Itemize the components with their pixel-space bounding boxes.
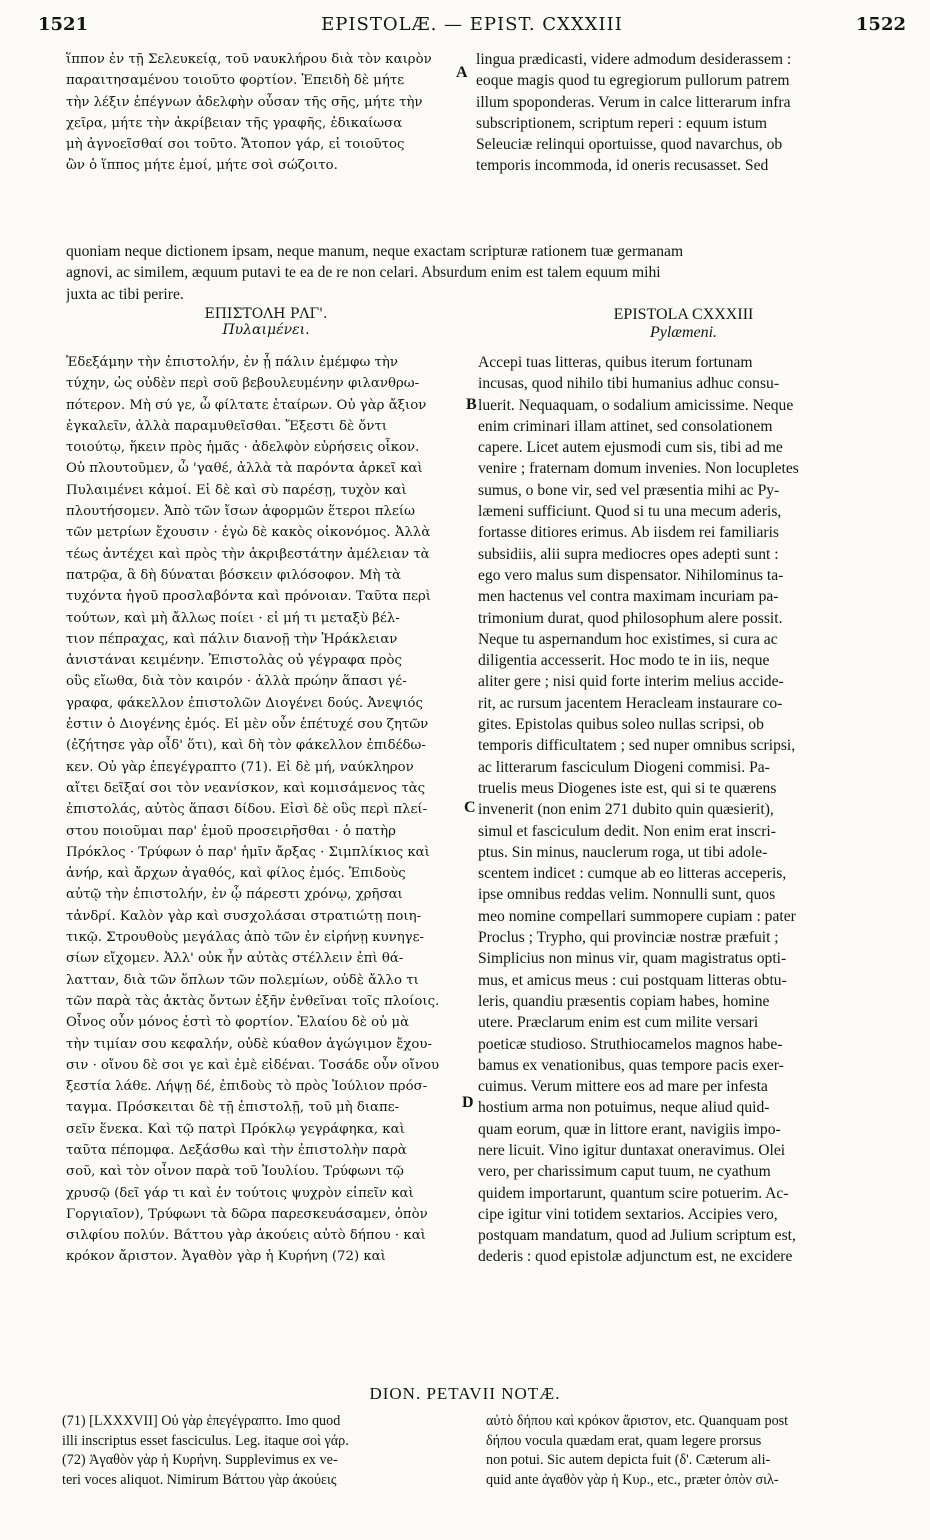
text-line: rit, ac rursum jacentem Heracleam instaurare co- — [478, 694, 783, 712]
greek-title-main: ΕΠΙΣΤΟΛΗ ΡΛΓ'. — [204, 306, 328, 322]
text-line: (ἐζήτησε γὰρ οἶδ' ὅτι), καὶ δὴ τὸν φάκελλον ἐπιδέδω- — [66, 738, 426, 754]
greek-column-main — [66, 352, 468, 1268]
text-line: ταῦτα πέπομφα. Δεξάσθω καὶ τὴν ἐπιστολὴν παρὰ — [66, 1142, 407, 1158]
text-line: τέως ἀντέχει καὶ πρὸς τὴν ἀκριβεστάτην ἀμέλειαν τὰ — [66, 546, 430, 562]
text-line: ptus. Sin minus, nauclerum roga, ut tibi adole- — [478, 843, 768, 861]
text-line: aliter gere ; nisi quid forte interim melius accide- — [478, 673, 784, 691]
text-line: τῶν μετρίων ἔχουσιν · ἐγὼ δὲ κακὸς οἰκονόμος. Ἀλλὰ — [66, 525, 431, 541]
text-line: τιον πέπραχας, καὶ πάλιν διανοῇ τὴν Ἡράκλειαν — [66, 631, 398, 647]
text-line: mus, et amicus meus : cui postquam litteras obtu- — [478, 971, 787, 989]
text-line: ipse omnibus reddas velim. Nonnulli sunt, quos — [478, 886, 776, 904]
text-line: Οὐ πλουτοῦμεν, ὦ 'γαθέ, ἀλλὰ τὰ παρόντα ἀρκεῖ καὶ — [66, 461, 423, 477]
text-line: meo nomine compellari summopere cupiam : pater — [478, 907, 796, 925]
text-line: scentem indicet : cumque ab eo litteras acceperis, — [478, 865, 787, 883]
text-line: leris, quandiu præsentis copiam habes, homine — [478, 992, 770, 1010]
text-line: bamus ex venationibus, quas tempore pacis exer- — [478, 1056, 784, 1074]
text-line: diligentia accesserit. Hoc modo te in iis, neque — [478, 652, 770, 670]
text-line: ἐγκαλεῖν, ἀλλὰ παραμυθεῖσθαι. Ἔξεστι δὲ ὄντι — [66, 418, 388, 434]
text-line: τὴν τιμίαν σου κεφαλήν, οὐδὲ κύαθον ἀγώγιμον ἔχου- — [66, 1036, 432, 1052]
latin-column-main — [478, 352, 891, 1268]
text-line: juxta ac tibi perire. — [66, 285, 184, 303]
text-line: quoniam neque dictionem ipsam, neque manum, neque exactam scripturæ rationem tuæ germanam — [66, 243, 684, 260]
page-number-left: 1521 — [38, 14, 89, 35]
latin-title-main: EPISTOLA CXXXIII — [613, 306, 754, 323]
text-line: οὓς εἴωθα, διὰ τὸν καιρόν · ἀλλὰ πρώην ἅπασι γέ- — [66, 674, 407, 690]
text-line: κεν. Οὐ γὰρ ἐπεγέγραπτο (71). Εἰ δὲ μή, ναύκληρον — [66, 759, 414, 775]
text-line: κρόκον ἄριστον. Ἀγαθὸν γὰρ ἡ Κυρήνη (72) καὶ — [66, 1249, 386, 1265]
text-line: fortasse ditiores erimus. Ab iisdem rei familiaris — [478, 524, 779, 542]
text-line: ξεστία λάθε. Λήψῃ δέ, ἐπιδοὺς τὸ πρὸς Ἰούλιον πρόσ- — [66, 1079, 428, 1095]
text-line: (71) [LXXXVII] Οὐ γὰρ ἐπεγέγραπτο. Imo quod — [62, 1413, 341, 1429]
latin-title-addressee: Pylæmeni. — [649, 324, 718, 341]
text-line: eoque magis quod tu egregiorum pullorum patrem — [476, 72, 790, 90]
text-line: Ἐδεξάμην τὴν ἐπιστολήν, ἐν ᾗ πάλιν ἐμέμφω τὴν — [66, 355, 398, 370]
text-line: lingua prædicasti, videre admodum desiderassem : — [476, 51, 792, 68]
text-line: σιν · οἴνου δὲ σοι γε καὶ ἐμὲ εἰδέναι. Τοσάδε οὖν οἴνου — [66, 1057, 440, 1073]
text-line: non potui. Sic autem depicta fuit (δ'. Cæterum ali- — [486, 1452, 771, 1469]
text-line: invenerit (non enim 271 dubito quin quæsierit), — [478, 801, 774, 819]
text-line: τυχόντα ἡγοῦ προσλαβόντα καὶ πρόνοιαν. Ταῦτα περὶ — [66, 589, 432, 605]
greek-column-top — [66, 49, 468, 177]
text-line: truelis meus Diogenes iste est, qui si te quærens — [478, 779, 777, 797]
section-marker-b: B — [466, 396, 477, 413]
text-line: sumus, o bone vir, sed vel præsentia mihi ac Py- — [478, 481, 780, 499]
text-line: τοιούτῳ, ἥκειν πρὸς ἡμᾶς · ἀδελφὸν εὑρήσεις οἶκον. — [66, 440, 420, 456]
text-line: ἐστιν ὁ Διογένης ἐμός. Εἰ μὲν οὖν ἐπέτυχέ σου ζητῶν — [66, 717, 429, 733]
text-line: ἀνήρ, καὶ ἄρχων ἀγαθός, καὶ φίλος ἐμός. Ἐπιδοὺς — [66, 866, 406, 882]
notes-left-column — [62, 1412, 474, 1490]
text-line: agnovi, ac similem, æquum putavi te ea de re non celari. Absurdum enim est talem equum mihi — [66, 264, 661, 282]
text-line: vero, per charissimum caput tuum, ne cyathum — [478, 1163, 771, 1181]
text-line: χρυσῷ (δεῖ γάρ τι καὶ ἐν τούτοις ψυχρὸν εἰπεῖν καὶ — [66, 1185, 414, 1201]
text-line: postquam mandatum, quod ad Julium scriptum est, — [478, 1227, 796, 1245]
text-line: τὴν λέξιν ἐπέγνων ἀδελφὴν οὖσαν τῆς σῆς, μήτε τὴν — [66, 94, 423, 110]
page-number-right: 1522 — [855, 14, 906, 35]
text-line: quid ante ἀγαθὸν γὰρ ἡ Κυρ., etc., præter ὀπὸν σιλ- — [486, 1471, 779, 1488]
text-line: (72) Ἀγαθὸν γὰρ ἡ Κυρήνη. Supplevimus ex ve- — [62, 1452, 338, 1469]
text-line: ἵππον ἐν τῇ Σελευκείᾳ, τοῦ ναυκλήρου διὰ τὸν καιρὸν — [66, 52, 432, 67]
text-line: men hactenus vel contra maximam incuriam pa- — [478, 588, 779, 606]
text-line: hostium arma non potuimus, neque aliud quid- — [478, 1099, 770, 1117]
text-line: venire ; fraternam domum invenies. Non locupletes — [478, 460, 799, 478]
text-line: cuimus. Verum mittere eos ad mare per infesta — [478, 1078, 768, 1096]
text-line: τῶν παρὰ τὰς ἀκτὰς ὄντων ἐξῆν ἐνθεῖναι τοῖς πλοίοις. — [66, 993, 440, 1009]
text-line: παραιτησαμένου τοιοῦτο φορτίον. Ἐπειδὴ δὲ μήτε — [66, 73, 405, 89]
text-line: ἐπιστολάς, αὐτὸς ἅπασι δίδου. Εἰσὶ δὲ οὓς περὶ πλεί- — [66, 802, 428, 818]
text-line: ac litterarum fasciculum Diogeni commisi. Pa- — [478, 758, 770, 776]
text-line: αὐτὸ δήπου καὶ κρόκον ἄριστον, etc. Quanquam post — [486, 1413, 789, 1429]
text-line: subsidiis, alii supra mediocres opes adepti sunt : — [478, 545, 779, 563]
text-line: πότερον. Μὴ σύ γε, ὦ φίλτατε ἑταίρων. Οὐ γὰρ ἄξιον — [66, 397, 427, 413]
text-line: ἀνιστάναι κειμένην. Ἐπιστολὰς οὐ γέγραφα πρὸς — [66, 653, 402, 669]
text-line: ὢν ὁ ἵππος μήτε ἐμοί, μήτε σοὶ σώζοιτο. — [66, 158, 338, 174]
text-line: utere. Præclarum enim est cum milite versari — [478, 1014, 759, 1032]
text-line: ταγμα. Πρόσκειται δὲ τῇ ἐπιστολῇ, τοῦ μὴ διαπε- — [66, 1100, 400, 1116]
notes-right-column — [486, 1412, 896, 1490]
text-line: Proclus ; Trypho, qui provinciæ nostræ præfuit ; — [478, 929, 779, 947]
text-line: dederis : quod epistolæ adjunctum est, ne excidere — [478, 1248, 793, 1266]
text-line: poeticæ studioso. Struthiocamelos magnos habe- — [478, 1035, 783, 1053]
text-line: temporis difficultatem ; sed nuper omnibus scripsi, — [478, 737, 796, 755]
text-line: quam eorum, quæ in littore erant, navigiis impo- — [478, 1120, 781, 1138]
latin-column-top — [476, 49, 891, 177]
text-line: temporis incommoda, id oneris recusasset. Sed — [476, 157, 769, 175]
text-line: enim criminari illam attinet, sed consolationem — [478, 417, 773, 435]
text-line: τούτων, καὶ μὴ ἄλλως ποίει · εἰ μή τι μεταξὺ βέλ- — [66, 610, 400, 626]
section-marker-c: C — [464, 799, 476, 816]
text-line: simul et fasciculum dedit. Non enim erat inscri- — [478, 822, 776, 840]
text-line: αὐτῷ τὴν ἐπιστολήν, ἐν ᾧ πάρεστι χρόνῳ, χρῆσαι — [66, 887, 403, 903]
text-line: σίων εἴχομεν. Ἀλλ' οὐκ ἦν αὐτὰς στέλλειν ἐπὶ θά- — [66, 951, 404, 967]
greek-letter-title — [66, 306, 466, 338]
text-line: χεῖρα, μήτε τὴν ἀκρίβειαν τῆς γραφῆς, ἐδικαίωσα — [66, 115, 403, 131]
text-line: teri voces aliquot. Nimirum Βάττου γὰρ ἀκούεις — [62, 1471, 337, 1488]
text-line: σεῖν ἕνεκα. Καὶ τῷ πατρὶ Πρόκλῳ γεγράφηκα, καὶ — [66, 1121, 405, 1137]
latin-letter-title — [476, 306, 891, 342]
text-line: illum spoponderas. Verum in calce litterarum infra — [476, 93, 791, 111]
page-header — [38, 14, 906, 40]
text-line: Simplicius non minus vir, quam magistratus opti- — [478, 950, 787, 968]
text-line: gites. Epistolas quibus soleo nullas scripsi, ob — [478, 716, 764, 734]
text-line: capere. Licet autem ejusmodi cum sis, tibi ad me — [478, 439, 783, 457]
text-line: ego vero malus sum dispensator. Nihilominus ta- — [478, 566, 784, 584]
text-line: Neque tu aspernandum hoc existimes, si cura ac — [478, 630, 778, 648]
text-line: δήπου vocula quædam erat, quam legere prorsus — [486, 1432, 762, 1449]
greek-title-addressee: Πυλαιμένει. — [222, 322, 310, 338]
text-line: Οἶνος οὖν μόνος ἐστὶ τὸ φορτίον. Ἐλαίου δὲ οὐ μὰ — [66, 1015, 410, 1031]
text-line: τικῷ. Στρουθοὺς μεγάλας ἀπὸ τῶν ἐν εἰρήνῃ κυνηγε- — [66, 930, 424, 946]
text-line: σοῦ, καὶ τὸν οἶνον παρὰ τοῦ Ἰουλίου. Τρύφωνι τῷ — [66, 1164, 404, 1180]
text-line: τύχην, ὡς οὐδὲν περὶ σοῦ βεβουλευμένην φιλανθρω- — [66, 376, 420, 392]
text-line: illi inscriptus esset fasciculus. Leg. itaque σοὶ γάρ. — [62, 1432, 349, 1449]
text-line: cipe igitur vini totidem sextarios. Accipies vero, — [478, 1205, 778, 1223]
text-line: subscriptionem, scriptum reperi : equum istum — [476, 114, 768, 132]
section-marker-a: A — [456, 64, 468, 81]
text-line: Πυλαιμένει κἀμοί. Εἰ δὲ καὶ σὺ παρέσῃ, τυχὸν καὶ — [66, 482, 407, 498]
latin-full-width-text — [66, 241, 896, 305]
running-title: EPISTOLÆ. — EPIST. CXXXIII — [321, 14, 623, 35]
text-line: nere licuit. Vino igitur duntaxat oneravimus. Olei — [478, 1141, 786, 1159]
text-line: αἴτει δεῖξαί σοι τὸν νεανίσκον, καὶ κομισάμενος τὰς — [66, 780, 426, 796]
text-line: τἀνδρί. Καλὸν γὰρ καὶ συσχολάσαι στρατιώτῃ ποιη- — [66, 908, 422, 924]
text-line: μὴ ἀγνοεῖσθαί σοι τοῦτο. Ἄτοπον γάρ, εἰ τοιοῦτος — [66, 137, 405, 153]
text-line: Γοργιαῖον), Τρύφωνι τὰ δῶρα παρεσκευάσαμεν, ὀπὸν — [66, 1206, 428, 1222]
text-line: Accepi tuas litteras, quibus iterum fortunam — [478, 354, 753, 371]
text-line: incusas, quod nihilo tibi humanius adhuc consu- — [478, 375, 780, 393]
text-line: quidem importarunt, quantum scire potuerim. Ac- — [478, 1184, 789, 1202]
section-marker-d: D — [462, 1094, 474, 1111]
text-line: luerit. Nequaquam, o sodalium amicissime. Neque — [478, 396, 794, 414]
text-line: στου ποιοῦμαι παρ' ἐμοῦ προσειρῆσθαι · ὁ πατὴρ — [66, 823, 396, 839]
text-line: λατταν, διὰ τῶν ὅπλων τῶν πολεμίων, οὐδὲ ἄλλο τι — [66, 972, 419, 988]
text-line: Πρόκλος · Τρύφων ὁ παρ' ἡμῖν ἄρξας · Σιμπλίκιος καὶ — [66, 844, 430, 860]
text-line: σιλφίου πολύν. Βάττου γὰρ ἀκούεις αὐτὸ δήπου · καὶ — [66, 1228, 426, 1244]
text-line: Seleuciæ relinqui oportuisse, quod navarchus, ob — [476, 136, 783, 154]
text-line: γραφα, φάκελλον ἐπιστολῶν Διογένει δούς. Ἀνεψιός — [66, 695, 423, 711]
text-line: læmeni sufficiunt. Quod si tu una mecum aderis, — [478, 503, 782, 521]
text-line: trimonium durat, quod philosophum alere possit. — [478, 609, 783, 627]
text-line: πατρῷα, ἃ δὴ δύναται βόσκειν φιλόσοφον. Μὴ τὰ — [66, 567, 402, 583]
notes-heading: DION. PETAVII NOTÆ. — [369, 1384, 561, 1403]
text-line: πλουτήσομεν. Ἀπὸ τῶν ἴσων ἀφορμῶν ἕτεροι πλείω — [66, 504, 415, 520]
